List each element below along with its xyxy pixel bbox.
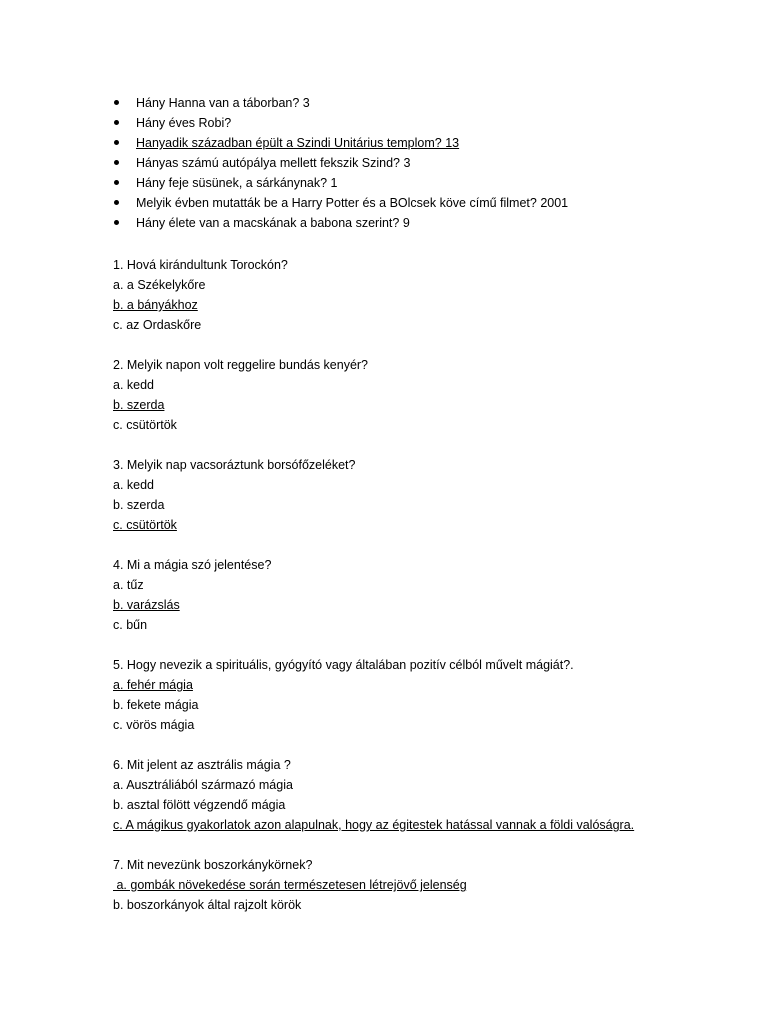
question-block [113, 855, 753, 915]
answer-option-correct [113, 595, 753, 615]
bullet-text: Melyik évben mutatták be a Harry Potter és a BOlcsek köve című filmet? 2001 [136, 196, 569, 210]
question-block [113, 655, 753, 735]
answer-option: b. asztal fölött végzendő mágia [113, 798, 286, 812]
bullet-item [112, 133, 568, 153]
answer-option: b. szerda [113, 498, 165, 512]
bullet-item [112, 173, 568, 193]
quiz-section [113, 255, 753, 935]
bullet-item [112, 113, 568, 133]
bullet-item [112, 93, 568, 113]
correct-answer-text: b. varázslás [113, 598, 180, 612]
question-text: 6. Mit jelent az asztrális mágia ? [113, 758, 291, 772]
bullet-text: Hány élete van a macskának a babona szerint? 9 [136, 216, 410, 230]
bullet-dot-icon [114, 100, 119, 105]
bullet-item [112, 153, 568, 173]
correct-answer-text: c. A mágikus gyakorlatok azon alapulnak, hogy az égitestek hatással vannak a földi valóságra. [113, 818, 635, 832]
correct-answer-text: b. szerda [113, 398, 165, 412]
answer-option-correct [113, 675, 753, 695]
correct-answer-text: a. fehér mágia [113, 678, 193, 692]
answer-option: c. bűn [113, 618, 148, 632]
answer-option: a. a Székelykőre [113, 278, 206, 292]
bullet-text: Hanyadik században épült a Szindi Unitárius templom? 13 [136, 136, 460, 150]
answer-option-correct [113, 815, 753, 835]
answer-option-correct [113, 295, 753, 315]
bullet-text: Hány éves Robi? [136, 116, 232, 130]
bullet-dot-icon [114, 220, 119, 225]
answer-option: a. tűz [113, 578, 144, 592]
answer-option-correct [113, 395, 753, 415]
question-text: 5. Hogy nevezik a spirituális, gyógyító vagy általában pozitív célból művelt mágiát?. [113, 658, 574, 672]
bullet-item [112, 213, 568, 233]
question-block [113, 755, 753, 835]
bullet-text: Hány feje süsünek, a sárkánynak? 1 [136, 176, 338, 190]
bullet-dot-icon [114, 160, 119, 165]
answer-option: b. boszorkányok által rajzolt körök [113, 898, 302, 912]
answer-option-correct [113, 515, 753, 535]
question-text: 4. Mi a mágia szó jelentése? [113, 558, 272, 572]
bullet-dot-icon [114, 180, 119, 185]
answer-option: c. csütörtök [113, 418, 177, 432]
bullet-item [112, 193, 568, 213]
question-block [113, 455, 753, 535]
question-block [113, 355, 753, 435]
question-text: 1. Hová kirándultunk Torockón? [113, 258, 288, 272]
bullet-list [112, 93, 568, 233]
bullet-text: Hány Hanna van a táborban? 3 [136, 96, 310, 110]
correct-answer-text: b. a bányákhoz [113, 298, 198, 312]
answer-option: c. vörös mágia [113, 718, 195, 732]
bullet-dot-icon [114, 140, 119, 145]
bullet-dot-icon [114, 200, 119, 205]
answer-option: a. kedd [113, 378, 155, 392]
answer-option: c. az Ordaskőre [113, 318, 202, 332]
answer-option: b. fekete mágia [113, 698, 199, 712]
question-text: 7. Mit nevezünk boszorkánykörnek? [113, 858, 313, 872]
answer-option: a. kedd [113, 478, 155, 492]
correct-answer-text: c. csütörtök [113, 518, 177, 532]
answer-option-correct [113, 875, 753, 895]
question-block [113, 255, 753, 335]
bullet-dot-icon [114, 120, 119, 125]
bullet-text: Hányas számú autópálya mellett fekszik Szind? 3 [136, 156, 411, 170]
question-text: 2. Melyik napon volt reggelire bundás kenyér? [113, 358, 369, 372]
correct-answer-text: a. gombák növekedése során természetesen létrejövő jelenség [113, 878, 467, 892]
question-text: 3. Melyik nap vacsoráztunk borsófőzeléket? [113, 458, 356, 472]
answer-option: a. Ausztráliából származó mágia [113, 778, 293, 792]
question-block [113, 555, 753, 635]
